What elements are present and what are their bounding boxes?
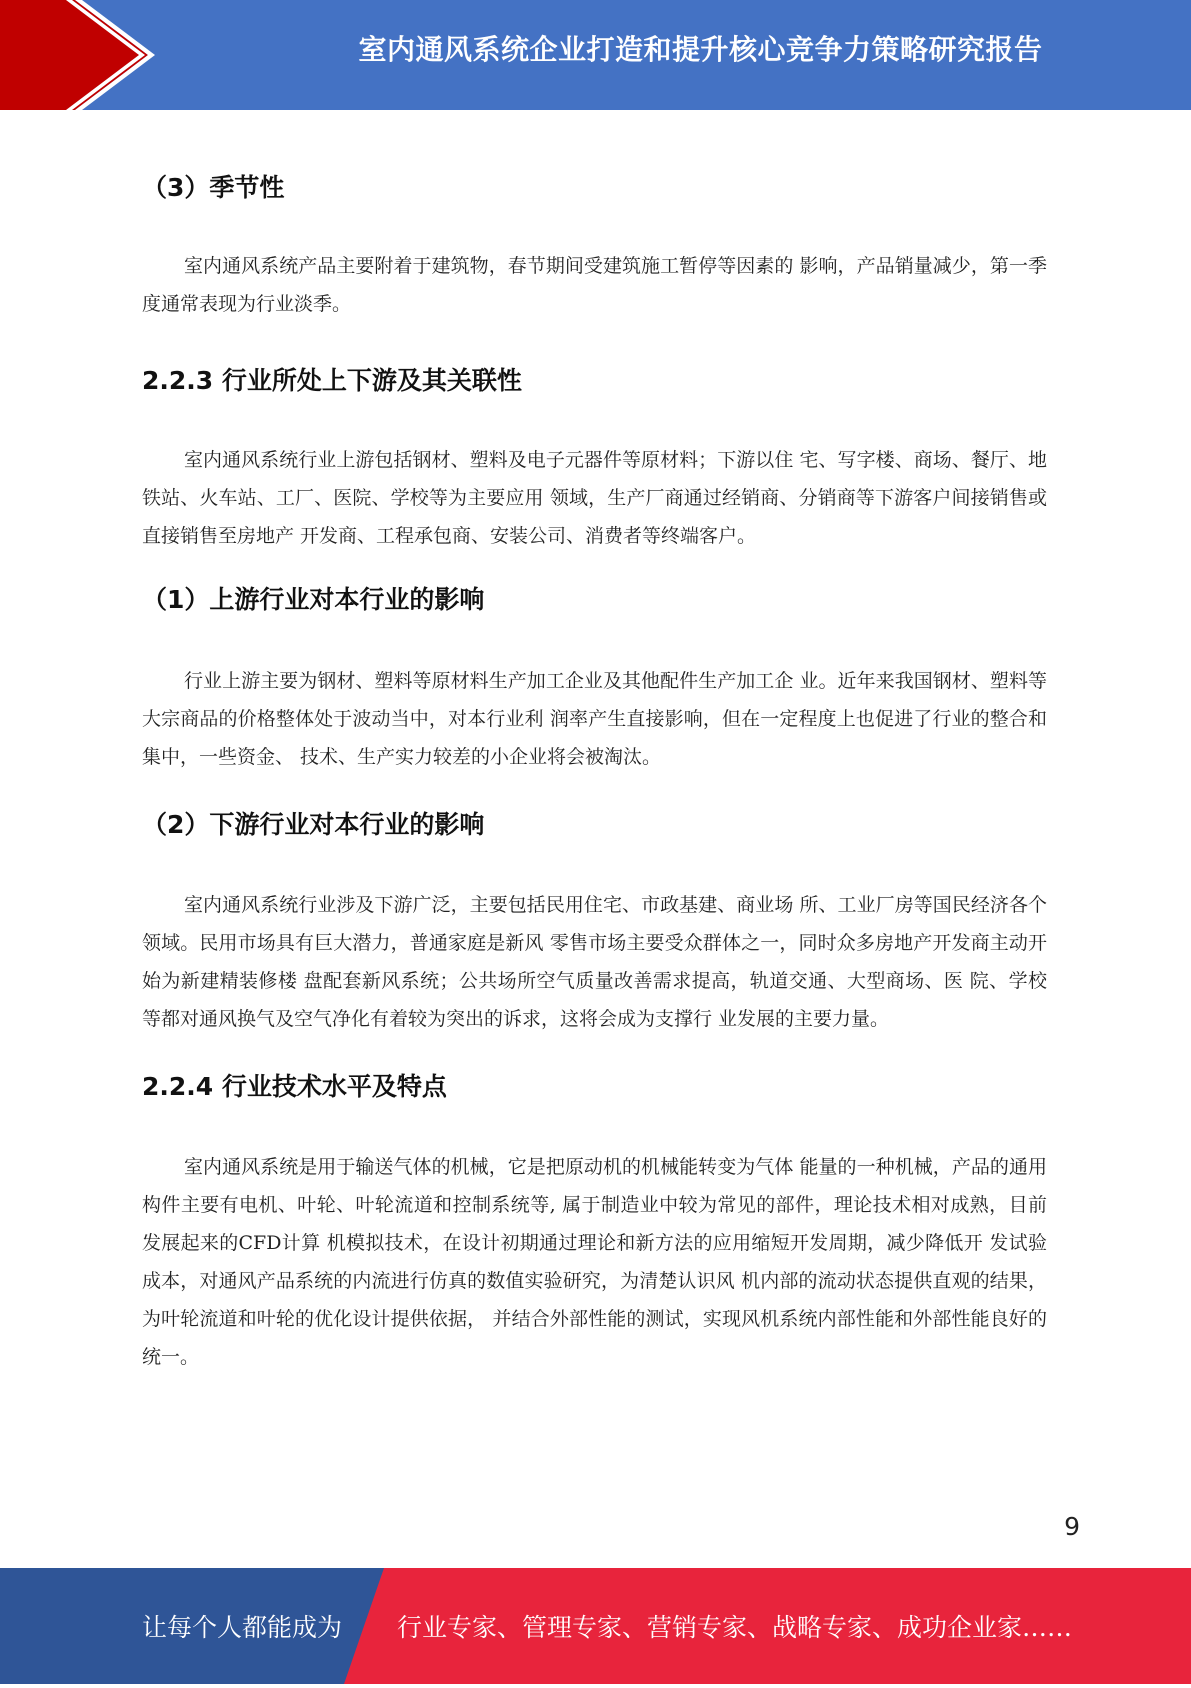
heading-section-2-2-4: 2.2.4 行业技术水平及特点 bbox=[142, 1072, 447, 1101]
page-header bbox=[0, 0, 1191, 110]
paragraph-upstream-impact: 行业上游主要为钢材、塑料等原材料生产加工企业及其他配件生产加工企 业。近年来我国钢材、塑料等大宗商品的价格整体处于波动当中，对本行业利 润率产生直接影响，但在一定程度上也促进了行业的整合和集中，一些资金、 技术、生产实力较差的小企业将会被淘汰。 bbox=[142, 670, 1047, 768]
heading-section-2-2-3: 2.2.3 行业所处上下游及其关联性 bbox=[142, 366, 522, 395]
heading-upstream-impact: （1）上游行业对本行业的影响 bbox=[142, 585, 485, 614]
footer-slogan-right: 行业专家、管理专家、营销专家、战略专家、成功企业家…… bbox=[397, 1613, 1073, 1642]
heading-seasonality: （3）季节性 bbox=[142, 173, 285, 202]
page-number: 9 bbox=[1064, 1512, 1080, 1541]
paragraph-downstream-impact: 室内通风系统行业涉及下游广泛，主要包括民用住宅、市政基建、商业场 所、工业厂房等国民经济各个领域。民用市场具有巨大潜力，普通家庭是新风 零售市场主要受众群体之一，同时众多房地产开发商主动开始为新建精装修楼 盘配套新风系统；公共场所空气质量改善需求提高，轨道交通、大型商场、医 院、学校等都对通风换气及空气净化有着较为突出的诉求，这将会成为支撑行 业发展的主要力量。 bbox=[142, 894, 1047, 1030]
footer-slogan-left: 让每个人都能成为 bbox=[142, 1613, 343, 1642]
paragraph-upstream-downstream: 室内通风系统行业上游包括钢材、塑料及电子元器件等原材料；下游以住 宅、写字楼、商场、餐厅、地铁站、火车站、工厂、医院、学校等为主要应用 领域，生产厂商通过经销商、分销商等下游客户间接销售或直接销售至房地产 开发商、工程承包商、安装公司、消费者等终端客户。 bbox=[142, 449, 1047, 547]
page-footer bbox=[0, 1568, 1191, 1684]
report-title: 室内通风系统企业打造和提升核心竞争力策略研究报告 bbox=[358, 33, 1043, 66]
paragraph-seasonality: 室内通风系统产品主要附着于建筑物，春节期间受建筑施工暂停等因素的 影响，产品销量减少，第一季度通常表现为行业淡季。 bbox=[142, 255, 1047, 315]
heading-downstream-impact: （2）下游行业对本行业的影响 bbox=[142, 810, 485, 839]
paragraph-technology: 室内通风系统是用于输送气体的机械，它是把原动机的机械能转变为气体 能量的一种机械，产品的通用构件主要有电机、叶轮、叶轮流道和控制系统等, 属于制造业中较为常见的部件，理论技术相对成熟，目前发展起来的CFD计算 机模拟技术，在设计初期通过理论和新方法的应用缩短开发周期，减少降低开 发试验成本，对通风产品系统的内流进行仿真的数值实验研究，为清楚认识风 机内部的流动状态提供直观的结果，为叶轮流道和叶轮的优化设计提供依据， 并结合外部性能的测试，实现风机系统内部性能和外部性能良好的统一。 bbox=[142, 1156, 1047, 1368]
document-body bbox=[142, 150, 1047, 1376]
